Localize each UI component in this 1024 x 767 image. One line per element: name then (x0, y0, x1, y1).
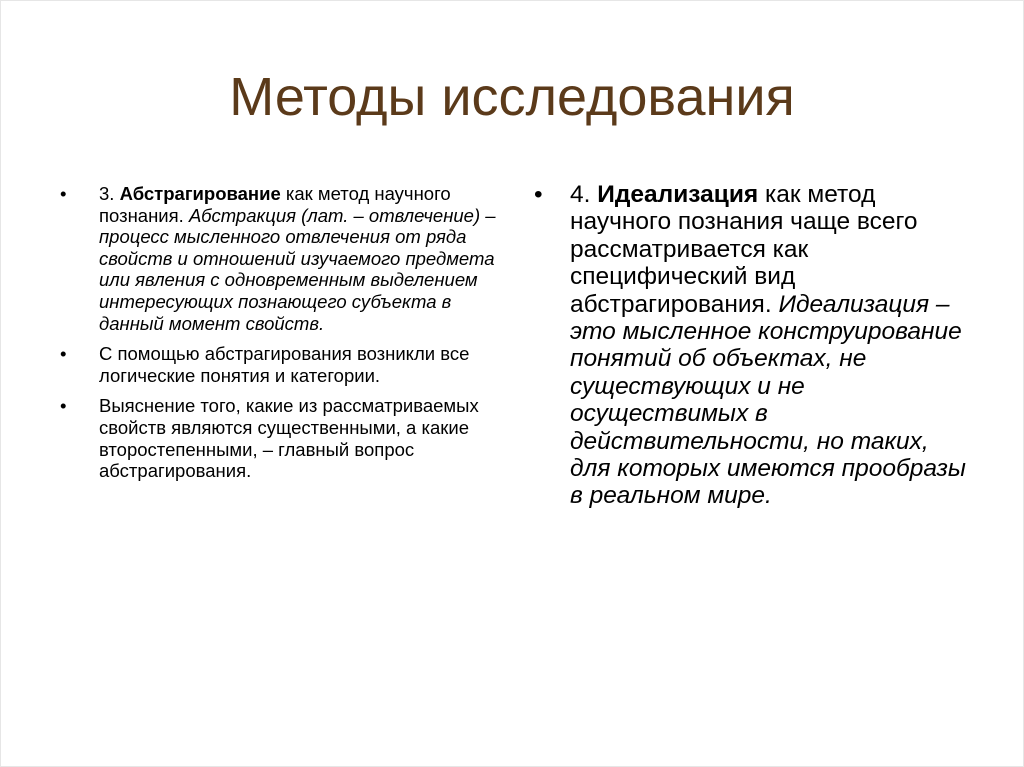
item-definition: Идеализация – это мысленное конструирование понятий об объектах, не существующих и не осуществимых в действительности, но таких, для которых имеются прообразы в реальном мире. (570, 290, 966, 510)
slide-title: Методы исследования (229, 67, 795, 127)
item-text: С помощью абстрагирования возникли все логические понятия и категории. (99, 343, 470, 386)
bullet-icon (60, 343, 66, 365)
left-column-list (60, 183, 500, 491)
list-item (60, 183, 500, 334)
item-text: как метод научного познания чаще всего рассматривается как специфический вид абстрагирования. (570, 181, 918, 318)
item-term: Идеализация (597, 181, 759, 208)
list-item (528, 181, 968, 510)
right-column-list (528, 181, 968, 510)
item-number: 4. (570, 181, 598, 208)
item-text: как метод научного познания. (99, 183, 451, 226)
list-item (60, 343, 500, 386)
item-text: Выяснение того, какие из рассматриваемых свойств являются существенными, а какие второстепенными, – главный вопрос абстрагирования. (99, 395, 479, 482)
item-number: 3. (99, 183, 120, 204)
bullet-icon (60, 395, 66, 417)
bullet-icon (60, 183, 66, 205)
list-item (60, 395, 500, 481)
item-definition: Абстракция (лат. – отвлечение) – процесс мысленного отвлечения от ряда свойств и отношений изучаемого предмета или явления с одновременным выделением интересующих познающего субъекта в данный момент свойств. (99, 204, 496, 334)
item-term: Абстрагирование (119, 183, 281, 204)
bullet-icon (534, 181, 543, 208)
